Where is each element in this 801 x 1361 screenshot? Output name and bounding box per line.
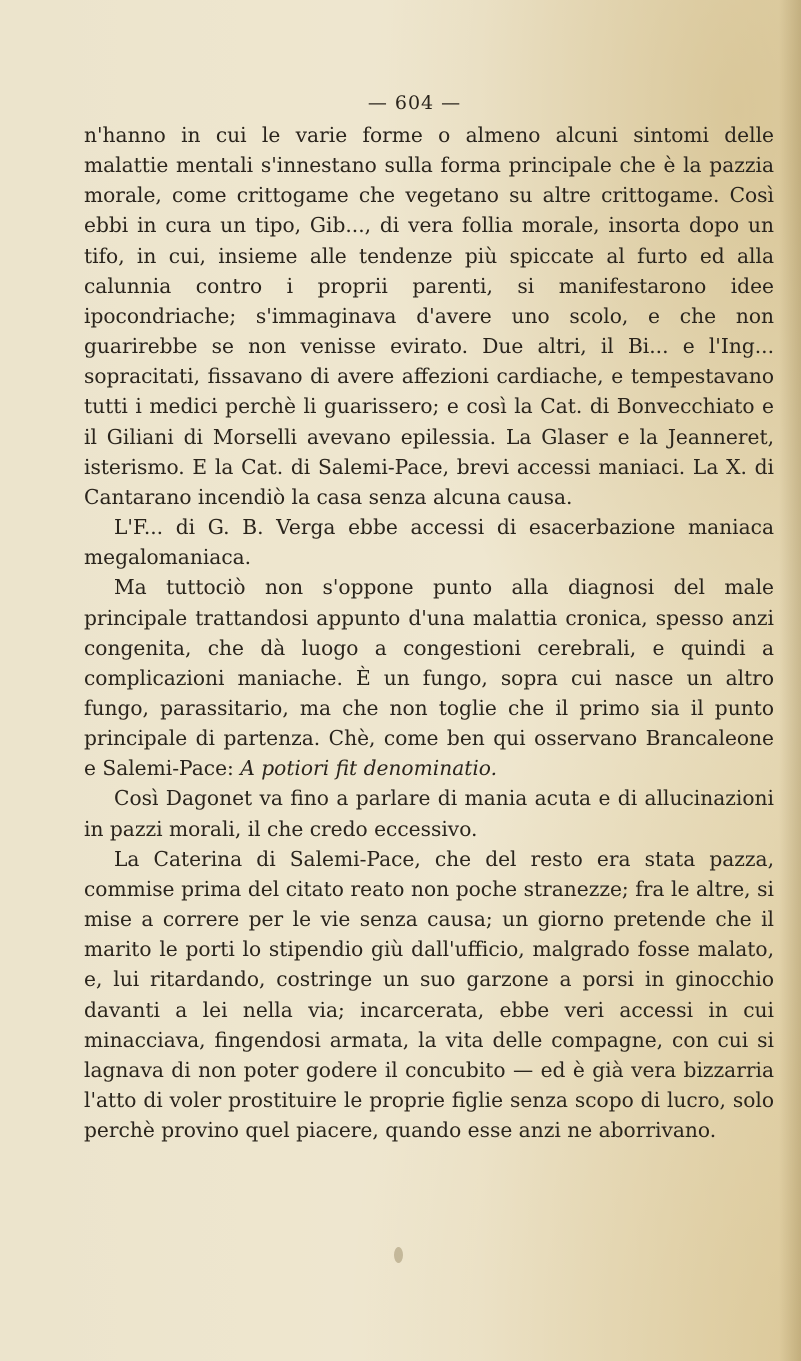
body-text xyxy=(84,120,774,1145)
paragraph-text: La Caterina di Salemi-Pace, che del resto era stata pazza, commise prima del citato reato non poche stranezze; fra le altre, si mise a correre per le vie senza causa; un giorno pretende che il marito le porti lo stipendio giù dall'ufficio, malgrado fosse malato, e, lui ritardando, costringe un suo garzone a porsi in ginocchio davanti a lei nella via; incarcerata, ebbe veri accessi in cui minacciava, fingendosi armata, la vita delle compagne, con cui si lagnava di non poter godere il concubito — ed è già vera bizzarria l'atto di voler prostituire le proprie figlie senza scopo di lucro, solo perchè provino quel piacere, quando esse anzi ne aborrivano. xyxy=(84,846,774,1143)
paragraph xyxy=(84,120,774,512)
paper-stain xyxy=(394,1247,403,1263)
latin-quote: A potiori fit denominatio. xyxy=(240,756,498,781)
page-edge-shadow xyxy=(779,0,801,1361)
page-number: — 604 — xyxy=(367,92,462,114)
paragraph-text: Ma tuttociò non s'oppone punto alla diagnosi del male principale trattandosi appunto d'una malattia cronica, spesso anzi congenita, che dà luogo a congestioni cerebrali, e quindi a complicazioni maniache. È un fungo, sopra cui nasce un altro fungo, parassitario, ma che non toglie che il primo sia il punto principale di partenza. Chè, come ben qui osservano Brancaleone e Salemi-Pace: xyxy=(84,575,774,781)
paragraph-text: n'hanno in cui le varie forme o almeno alcuni sintomi delle malattie mentali s'innestano sulla forma principale che è la pazzia morale, come crittogame che vegetano su altre crittogame. Così ebbi in cura un tipo, Gib..., di vera follia morale, insorta dopo un tifo, in cui, insieme alle tendenze più spiccate al furto ed alla calunnia contro i proprii parenti, si manifestarono idee ipocondriache; s'immaginava d'avere uno scolo, e che non guarirebbe se non venisse evirato. Due altri, il Bi... e l'Ing... sopracitati, fissavano di avere affezioni cardiache, e tempestavano tutti i medici perchè li guarissero; e così la Cat. di Bonvecchiato e il Giliani di Morselli avevano epilessia. La Glaser e la Jeanneret, isterismo. E la Cat. di Salemi-Pace, brevi accessi maniaci. La X. di Cantarano incendiò la casa senza alcuna causa. xyxy=(84,123,774,509)
paragraph xyxy=(84,512,774,572)
paragraph-text: L'F... di G. B. Verga ebbe accessi di esacerbazione maniaca megalomaniaca. xyxy=(84,515,774,570)
paragraph-text: Così Dagonet va fino a parlare di mania acuta e di allucinazioni in pazzi morali, il che credo eccessivo. xyxy=(84,786,774,841)
paragraph xyxy=(84,783,774,843)
paragraph xyxy=(84,572,774,783)
paragraph xyxy=(84,844,774,1146)
